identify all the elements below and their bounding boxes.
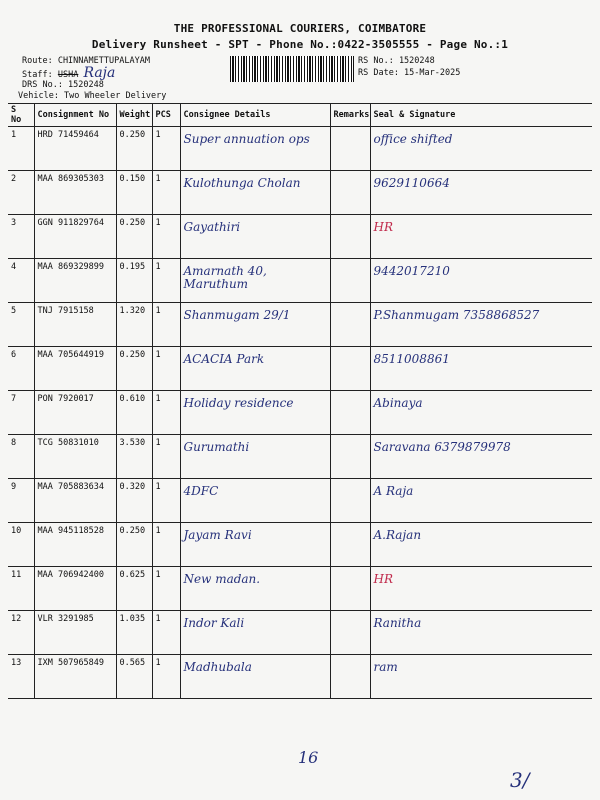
- table-row: [8, 611, 592, 655]
- row-pcs-text: 1: [155, 394, 161, 404]
- row-sno-text: 5: [11, 306, 17, 316]
- row-seal: [370, 567, 592, 611]
- signature-handwriting: 8511008861: [373, 352, 450, 366]
- row-weight: [116, 347, 152, 391]
- rs-date: RS Date: 15-Mar-2025: [358, 68, 461, 78]
- row-remarks: [330, 303, 370, 347]
- row-weight-text: 1.320: [119, 306, 146, 316]
- row-weight: [116, 611, 152, 655]
- row-seal: [370, 391, 592, 435]
- row-consignee: [180, 523, 330, 567]
- row-seal: [370, 523, 592, 567]
- col-seal: Seal & Signature: [370, 104, 592, 127]
- row-sno: [8, 391, 34, 435]
- row-consignee: [180, 171, 330, 215]
- row-consignment: [34, 127, 116, 171]
- row-weight: [116, 567, 152, 611]
- table-row: [8, 655, 592, 699]
- table-row: [8, 171, 592, 215]
- col-sno: S No: [8, 104, 34, 127]
- row-seal: [370, 655, 592, 699]
- row-sno: [8, 215, 34, 259]
- row-weight-text: 0.625: [119, 570, 146, 580]
- consignee-handwriting: 4DFC: [183, 484, 219, 498]
- row-sno-text: 13: [11, 658, 22, 668]
- row-sno-text: 6: [11, 350, 17, 360]
- consignee-handwriting: Jayam Ravi: [183, 528, 252, 542]
- row-consignee: [180, 435, 330, 479]
- consignee-handwriting: Amarnath 40, Maruthum: [183, 264, 267, 291]
- row-consignment: [34, 435, 116, 479]
- row-seal: [370, 347, 592, 391]
- count-note: 16: [298, 748, 319, 767]
- row-consignee: [180, 391, 330, 435]
- row-seal: [370, 171, 592, 215]
- row-remarks: [330, 215, 370, 259]
- row-pcs-text: 1: [155, 614, 161, 624]
- staff-label: Staff:: [22, 70, 53, 80]
- row-consignment-text: MAA 705644919: [37, 350, 105, 360]
- row-seal: [370, 435, 592, 479]
- signature-handwriting: ram: [373, 660, 398, 674]
- row-consignment: [34, 259, 116, 303]
- table-row: [8, 523, 592, 567]
- row-weight: [116, 303, 152, 347]
- row-pcs-text: 1: [155, 658, 161, 668]
- row-consignment: [34, 391, 116, 435]
- row-consignment-text: MAA 945118528: [37, 526, 105, 536]
- consignee-handwriting: Indor Kali: [183, 616, 245, 630]
- page-note: 3/: [510, 768, 530, 792]
- row-sno: [8, 655, 34, 699]
- row-consignee: [180, 611, 330, 655]
- row-weight: [116, 215, 152, 259]
- consignee-handwriting: Super annuation ops: [183, 132, 310, 146]
- row-pcs-text: 1: [155, 218, 161, 228]
- row-sno-text: 8: [11, 438, 17, 448]
- row-pcs-text: 1: [155, 306, 161, 316]
- row-remarks: [330, 523, 370, 567]
- staff-struck: USHA: [57, 70, 79, 80]
- signature-handwriting: 9442017210: [373, 264, 450, 278]
- row-consignment: [34, 347, 116, 391]
- consignee-handwriting: Gurumathi: [183, 440, 250, 454]
- row-pcs-text: 1: [155, 438, 161, 448]
- row-pcs: [152, 523, 180, 567]
- row-consignee: [180, 567, 330, 611]
- row-consignee: [180, 479, 330, 523]
- table-row: [8, 391, 592, 435]
- consignee-handwriting: Holiday residence: [183, 396, 294, 410]
- row-sno-text: 10: [11, 526, 22, 536]
- row-sno: [8, 259, 34, 303]
- row-consignment: [34, 567, 116, 611]
- row-weight-text: 0.150: [119, 174, 146, 184]
- row-consignee: [180, 655, 330, 699]
- row-sno: [8, 171, 34, 215]
- signature-handwriting: A Raja: [373, 484, 414, 498]
- row-consignment-text: HRD 71459464: [37, 130, 99, 140]
- row-sno: [8, 127, 34, 171]
- row-seal: [370, 215, 592, 259]
- runsheet-subtitle: Delivery Runsheet - SPT - Phone No.:0422-3505555 - Page No.:1: [91, 38, 509, 51]
- row-pcs: [152, 479, 180, 523]
- col-pcs: PCS: [152, 104, 180, 127]
- row-sno-text: 9: [11, 482, 17, 492]
- col-consignee: Consignee Details: [180, 104, 330, 127]
- row-seal: [370, 479, 592, 523]
- row-consignee: [180, 215, 330, 259]
- consignee-handwriting: Madhubala: [183, 660, 252, 674]
- row-seal: [370, 127, 592, 171]
- row-pcs: [152, 611, 180, 655]
- col-remarks: Remarks: [330, 104, 370, 127]
- row-weight-text: 0.565: [119, 658, 146, 668]
- table-row: [8, 259, 592, 303]
- row-remarks: [330, 259, 370, 303]
- row-consignee: [180, 347, 330, 391]
- row-sno: [8, 479, 34, 523]
- row-pcs: [152, 347, 180, 391]
- row-pcs: [152, 127, 180, 171]
- row-weight: [116, 479, 152, 523]
- drs-number: DRS No.: 1520248: [22, 80, 104, 90]
- row-sno: [8, 347, 34, 391]
- row-pcs-text: 1: [155, 570, 161, 580]
- row-consignment: [34, 655, 116, 699]
- row-weight: [116, 391, 152, 435]
- row-pcs: [152, 303, 180, 347]
- table-row: [8, 303, 592, 347]
- row-consignment-text: MAA 706942400: [37, 570, 105, 580]
- row-pcs: [152, 171, 180, 215]
- runsheet-table: [8, 103, 592, 699]
- row-weight-text: 0.195: [119, 262, 146, 272]
- row-remarks: [330, 171, 370, 215]
- row-sno: [8, 303, 34, 347]
- row-weight-text: 3.530: [119, 438, 146, 448]
- row-sno-text: 7: [11, 394, 17, 404]
- row-consignment-text: MAA 705883634: [37, 482, 105, 492]
- row-pcs-text: 1: [155, 130, 161, 140]
- row-consignment: [34, 303, 116, 347]
- row-remarks: [330, 567, 370, 611]
- row-consignee: [180, 259, 330, 303]
- col-weight: Weight: [116, 104, 152, 127]
- row-pcs: [152, 259, 180, 303]
- consignee-handwriting: New madan.: [183, 572, 261, 586]
- row-remarks: [330, 435, 370, 479]
- row-weight-text: 0.250: [119, 218, 146, 228]
- row-consignment: [34, 523, 116, 567]
- table-row: [8, 127, 592, 171]
- vehicle-line: Vehicle: Two Wheeler Delivery: [18, 91, 167, 101]
- row-sno: [8, 611, 34, 655]
- row-weight-text: 0.250: [119, 130, 146, 140]
- row-weight: [116, 523, 152, 567]
- table-header-row: [8, 104, 592, 127]
- row-consignment-text: IXM 507965849: [37, 658, 105, 668]
- row-seal: [370, 259, 592, 303]
- consignee-handwriting: ACACIA Park: [183, 352, 265, 366]
- staff-handwritten: Raja: [83, 65, 116, 81]
- consignee-handwriting: Kulothunga Cholan: [183, 176, 301, 190]
- company-title: THE PROFESSIONAL COURIERS, COIMBATORE: [173, 22, 427, 35]
- route-line: Route: CHINNAMETTUPALAYAM: [22, 56, 150, 66]
- row-sno-text: 4: [11, 262, 17, 272]
- row-pcs: [152, 567, 180, 611]
- rs-number: RS No.: 1520248: [358, 56, 435, 66]
- row-pcs-text: 1: [155, 482, 161, 492]
- row-consignee: [180, 303, 330, 347]
- row-pcs: [152, 215, 180, 259]
- row-consignment-text: GGN 911829764: [37, 218, 105, 228]
- consignee-handwriting: Gayathiri: [183, 220, 241, 234]
- row-seal: [370, 303, 592, 347]
- row-sno: [8, 523, 34, 567]
- signature-handwriting: office shifted: [373, 132, 453, 146]
- row-weight-text: 1.035: [119, 614, 146, 624]
- row-consignment: [34, 171, 116, 215]
- signature-handwriting: Ranitha: [373, 616, 422, 630]
- row-pcs: [152, 655, 180, 699]
- row-consignment-text: MAA 869305303: [37, 174, 105, 184]
- row-sno-text: 1: [11, 130, 17, 140]
- row-sno: [8, 567, 34, 611]
- consignee-handwriting: Shanmugam 29/1: [183, 308, 291, 322]
- barcode: [230, 56, 354, 82]
- row-weight: [116, 435, 152, 479]
- row-pcs: [152, 435, 180, 479]
- row-remarks: [330, 347, 370, 391]
- table-row: [8, 567, 592, 611]
- row-remarks: [330, 611, 370, 655]
- row-remarks: [330, 391, 370, 435]
- row-consignment: [34, 479, 116, 523]
- row-weight-text: 0.250: [119, 350, 146, 360]
- row-weight: [116, 127, 152, 171]
- row-pcs-text: 1: [155, 526, 161, 536]
- table-row: [8, 435, 592, 479]
- row-remarks: [330, 127, 370, 171]
- signature-handwriting: A.Rajan: [373, 528, 422, 542]
- row-weight-text: 0.610: [119, 394, 146, 404]
- signature-handwriting: 9629110664: [373, 176, 450, 190]
- row-consignee: [180, 127, 330, 171]
- row-sno-text: 12: [11, 614, 22, 624]
- row-sno-text: 11: [11, 570, 22, 580]
- col-consignment: Consignment No: [34, 104, 116, 127]
- row-pcs-text: 1: [155, 174, 161, 184]
- row-consignment: [34, 215, 116, 259]
- row-consignment-text: PON 7920017: [37, 394, 94, 404]
- row-consignment-text: TNJ 7915158: [37, 306, 94, 316]
- signature-handwriting: Saravana 6379879978: [373, 440, 511, 454]
- table-row: [8, 215, 592, 259]
- signature-handwriting: HR: [373, 572, 393, 586]
- row-pcs: [152, 391, 180, 435]
- row-consignment: [34, 611, 116, 655]
- table-row: [8, 347, 592, 391]
- row-consignment-text: VLR 3291985: [37, 614, 94, 624]
- row-consignment-text: TCG 50831010: [37, 438, 99, 448]
- table-row: [8, 479, 592, 523]
- row-weight: [116, 655, 152, 699]
- row-weight: [116, 171, 152, 215]
- row-sno-text: 3: [11, 218, 17, 228]
- row-remarks: [330, 655, 370, 699]
- row-sno-text: 2: [11, 174, 17, 184]
- row-pcs-text: 1: [155, 350, 161, 360]
- signature-handwriting: P.Shanmugam 7358868527: [373, 308, 540, 322]
- row-weight: [116, 259, 152, 303]
- row-pcs-text: 1: [155, 262, 161, 272]
- row-sno: [8, 435, 34, 479]
- signature-handwriting: HR: [373, 220, 393, 234]
- row-seal: [370, 611, 592, 655]
- row-weight-text: 0.320: [119, 482, 146, 492]
- row-weight-text: 0.250: [119, 526, 146, 536]
- signature-handwriting: Abinaya: [373, 396, 423, 410]
- row-consignment-text: MAA 869329899: [37, 262, 105, 272]
- row-remarks: [330, 479, 370, 523]
